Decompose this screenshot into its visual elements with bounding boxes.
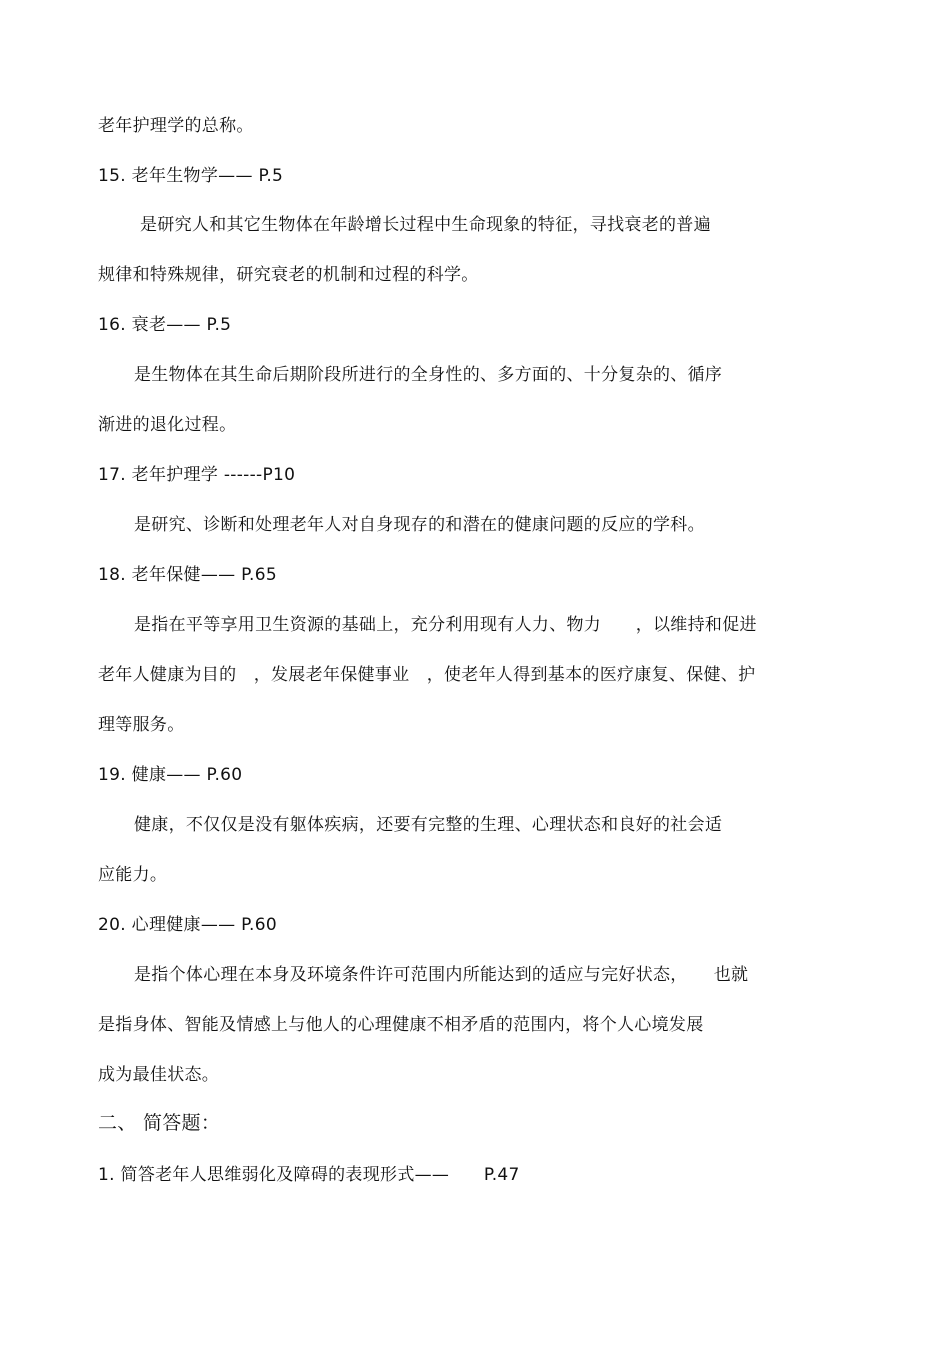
definition-line: 理等服务。 (98, 715, 185, 735)
definition-line: 成为最佳状态。 (98, 1065, 220, 1085)
definition-line: 健康，不仅仅是没有躯体疾病，还要有完整的生理、心理状态和良好的社会适 (134, 815, 723, 835)
section-heading: 二、 简答题： (98, 1112, 221, 1134)
definition-line: 规律和特殊规律，研究衰老的机制和过程的科学。 (98, 265, 479, 285)
question-line: 1. 简答老年人思维弱化及障碍的表现形式—— P.47 (98, 1165, 520, 1185)
definition-line: 老年人健康为目的 ，发展老年保健事业 ，使老年人得到基本的医疗康复、保健、护 (98, 665, 756, 685)
definition-line: 应能力。 (98, 865, 168, 885)
term-heading: 17. 老年护理学 ------P10 (98, 465, 296, 485)
term-heading: 20. 心理健康—— P.60 (98, 915, 277, 935)
definition-line: 是指身体、智能及情感上与他人的心理健康不相矛盾的范围内，将个人心境发展 (98, 1015, 704, 1035)
definition-line: 是指在平等享用卫生资源的基础上，充分利用现有人力、物力 ，以维持和促进 (134, 615, 757, 635)
term-heading: 19. 健康—— P.60 (98, 765, 243, 785)
definition-line: 渐进的退化过程。 (98, 415, 237, 435)
definition-line: 是指个体心理在本身及环境条件许可范围内所能达到的适应与完好状态， 也就 (134, 965, 749, 985)
definition-line: 是研究人和其它生物体在年龄增长过程中生命现象的特征，寻找衰老的普遍 (140, 215, 711, 235)
definition-line: 是研究、诊断和处理老年人对自身现存的和潜在的健康问题的反应的学科。 (134, 515, 705, 535)
definition-line: 是生物体在其生命后期阶段所进行的全身性的、多方面的、十分复杂的、循序 (134, 365, 723, 385)
term-heading: 18. 老年保健—— P.65 (98, 565, 277, 585)
term-heading: 16. 衰老—— P.5 (98, 315, 232, 335)
term-heading: 15. 老年生物学—— P.5 (98, 166, 284, 186)
text-line: 老年护理学的总称。 (98, 116, 254, 136)
